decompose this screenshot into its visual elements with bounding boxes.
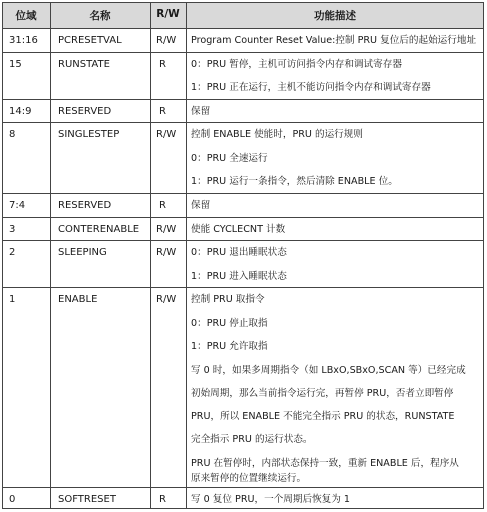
cell-description: 初始周期，那么当前指令运行完，再暂停 PRU，否者立即暂停 [191,388,454,399]
table-border-left [2,2,3,509]
cell-description: 完全指示 PRU 的运行状态。 [191,434,313,445]
header-rw: R/W [156,8,180,20]
cell-name: PCRESETVAL [58,35,122,46]
cell-description: 1：PRU 运行一条指令，然后清除 ENABLE 位。 [191,176,398,187]
cell-bit: 2 [9,247,16,258]
cell-rw: R [159,494,166,505]
cell-description: 0：PRU 退出睡眠状态 [191,247,287,258]
cell-bit: 0 [9,494,16,505]
cell-description: 控制 ENABLE 使能时，PRU 的运行规则 [191,129,363,140]
cell-bit: 8 [9,129,16,140]
cell-description: 保留 [191,106,211,117]
row-divider [2,28,484,29]
cell-bit: 3 [9,224,16,235]
cell-description: 保留 [191,200,211,211]
cell-name: ENABLE [58,294,98,305]
cell-description: PRU，所以 ENABLE 不能完全指示 PRU 的状态，RUNSTATE [191,411,455,422]
row-divider [2,52,484,53]
table-border-top [2,2,484,3]
cell-name: RUNSTATE [58,59,110,70]
cell-name: RESERVED [58,200,112,211]
cell-bit: 14:9 [9,106,32,117]
cell-description: 1：PRU 进入睡眠状态 [191,271,287,282]
cell-rw: R/W [156,294,177,305]
row-divider [2,287,484,288]
row-divider [2,193,484,194]
cell-description: 0：PRU 全速运行 [191,153,268,164]
cell-rw: R [159,106,166,117]
column-divider [150,2,151,509]
cell-name: RESERVED [58,106,112,117]
cell-name: CONTERENABLE [58,224,140,235]
cell-rw: R/W [156,247,177,258]
cell-name: SOFTRESET [58,494,116,505]
cell-description: 1：PRU 允许取指 [191,341,268,352]
row-divider [2,122,484,123]
header-description: 功能描述 [314,10,356,22]
cell-bit: 31:16 [9,35,38,46]
table-border-bottom [2,508,484,509]
cell-description: Program Counter Reset Value:控制 PRU 复位后的起始运行地址 [191,35,477,46]
cell-name: SLEEPING [58,247,107,258]
header-name: 名称 [89,10,111,22]
cell-description: 使能 CYCLECNT 计数 [191,224,286,235]
header-bit: 位域 [15,10,37,22]
column-divider [186,2,187,509]
table-border-right [483,2,484,509]
row-divider [2,487,484,488]
cell-bit: 7:4 [9,200,26,211]
cell-rw: R/W [156,35,177,46]
cell-description: 原来暂停的位置继续运行。 [191,473,307,484]
row-divider [2,217,484,218]
row-divider [2,240,484,241]
cell-description: 写 0 复位 PRU，一个周期后恢复为 1 [191,494,351,505]
cell-description: 控制 PRU 取指令 [191,294,265,305]
cell-description: 0：PRU 暂停，主机可访问指令内存和调试寄存器 [191,59,402,70]
cell-bit: 1 [9,294,16,305]
cell-bit: 15 [9,59,22,70]
cell-description: 1：PRU 正在运行，主机不能访问指令内存和调试寄存器 [191,82,431,93]
cell-description: PRU 在暂停时，内部状态保持一致，重新 ENABLE 后，程序从 [191,458,459,469]
cell-rw: R/W [156,129,177,140]
cell-rw: R [159,200,166,211]
cell-rw: R/W [156,224,177,235]
row-divider [2,99,484,100]
cell-name: SINGLESTEP [58,129,120,140]
cell-description: 写 0 时，如果多周期指令（如 LBxO,SBxO,SCAN 等）已经完成 [191,365,466,376]
cell-rw: R [159,59,166,70]
cell-description: 0：PRU 停止取指 [191,318,268,329]
register-table [2,2,484,509]
column-divider [50,2,51,509]
